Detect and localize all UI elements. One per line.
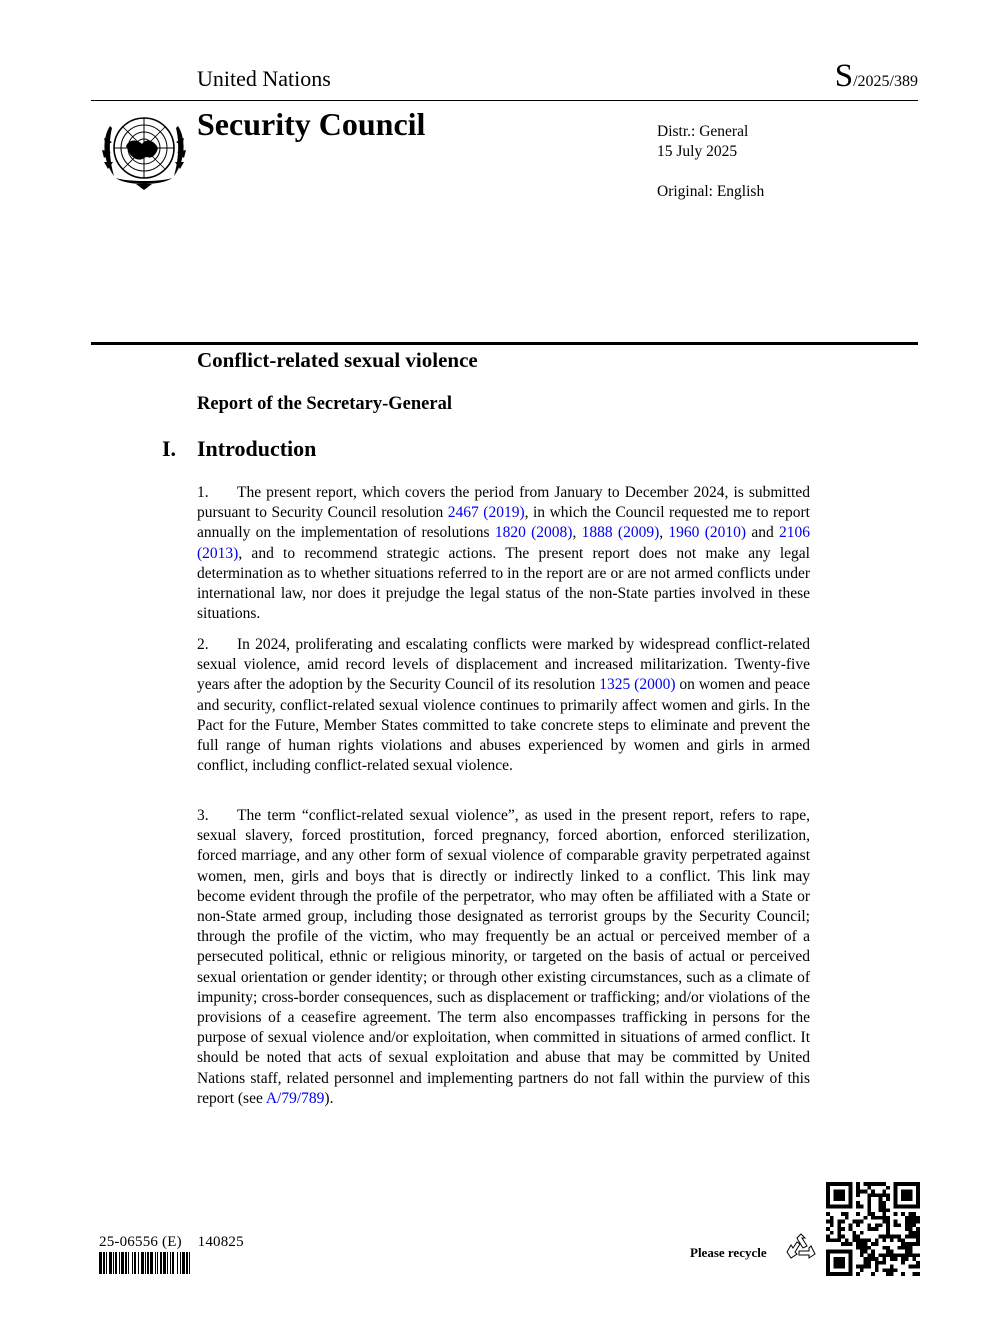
recycle-label: Please recycle [690, 1245, 767, 1260]
paragraph-text: and [746, 524, 780, 542]
issue-date: 15 July 2025 [657, 143, 738, 160]
header-rule [91, 100, 918, 101]
paragraph-number: 1. [197, 484, 209, 501]
section-heading [162, 436, 316, 462]
original-language: Original: English [657, 183, 765, 200]
paragraph-text: , and to recommend strategic actions. The present report does not make any legal determination as to whether situations referred to in the report are or are not armed conflicts under international law, nor does it prejudge the legal status of the non-State parties involved in these situations. [197, 544, 810, 623]
organization-name: United Nations [197, 66, 331, 91]
document-reference-link[interactable]: 1960 (2010) [668, 524, 747, 542]
paragraph-3 [197, 806, 810, 1109]
barcode-icon [99, 1252, 271, 1274]
organ-name: Security Council [197, 106, 426, 142]
paragraph-text: on women and peace and security, conflict-related sexual violence continues to primarily affect women and girls. In the Pact for the Future, Member States committed to take concrete steps to eliminate and prevent the full range of human rights violations and abuses experienced by women and girls in armed conflict, including conflict-related sexual violence. [197, 676, 811, 775]
paragraph-2 [197, 635, 810, 776]
document-subtitle: Report of the Secretary-General [197, 394, 452, 414]
paragraph-1 [197, 483, 810, 624]
document-symbol [835, 58, 918, 95]
title-rule [91, 342, 918, 345]
job-number [99, 1234, 244, 1251]
document-title: Conflict-related sexual violence [197, 348, 478, 372]
document-reference-link[interactable]: 2467 (2019) [447, 504, 525, 522]
distribution-block [657, 122, 764, 202]
paragraph-text: , [659, 524, 669, 542]
section-title: Introduction [197, 436, 317, 461]
document-reference-link[interactable]: 1820 (2008) [494, 524, 573, 542]
paragraph-number: 2. [197, 636, 209, 653]
paragraph-text: The present report, which covers the period from January to December 2024, is submitted pursuant to Security Council resolution [197, 484, 810, 522]
paragraph-number: 3. [197, 807, 209, 824]
qr-code-icon [826, 1182, 920, 1276]
paragraph-text: ). [324, 1089, 334, 1107]
paragraph-text: , in which the Council requested me to report annually on the implementation of resolutions [197, 504, 810, 542]
symbol-number: /2025/389 [853, 73, 918, 90]
paragraph-text: The term “conflict-related sexual violence”, as used in the present report, refers to rape, sexual slavery, forced prostitution, forced pregnancy, forced abortion, enforced sterilization, forced marriage, and any other form of sexual violence of comparable gravity perpetrated against women, men, girls and boys that is directly or indirectly linked to a conflict. This link may become evident through the profile of the perpetrator, who may often be affiliated with a State or non-State armed group, including those designated as terrorist groups by the Security Council; through the profile of the victim, who may frequently be an actual or perceived member of a persecuted political, ethnic or religious minority, or targeted on the basis of actual or perceived sexual orientation or gender identity; or through other existing circumstances, such as a climate of impunity; cross-border consequences, such as displacement or trafficking; and/or violations of the provisions of a ceasefire agreement. The term also encompasses trafficking in persons for the purpose of sexual violence and/or exploitation, when committed in situations of armed conflict. It should be noted that acts of sexual exploitation and abuse that may be committed by United Nations staff, related personnel and implementing partners do not fall within the purview of this report (see [197, 807, 810, 1107]
symbol-prefix: S [834, 58, 854, 94]
paragraph-text: , [572, 524, 582, 542]
job-date: 140825 [197, 1234, 244, 1250]
job-number-code: 25-06556 (E) [99, 1234, 182, 1250]
recycle-icon [785, 1232, 817, 1264]
distribution: Distr.: General [657, 123, 749, 140]
document-reference-link[interactable]: 1325 (2000) [599, 676, 676, 694]
section-number: I. [162, 436, 177, 461]
document-reference-link[interactable]: 1888 (2009) [581, 524, 660, 542]
document-reference-link[interactable]: A/79/789 [265, 1089, 325, 1107]
un-emblem-icon [96, 108, 192, 192]
document-reference-link[interactable]: 2106 (2013) [197, 524, 811, 562]
paragraph-text: In 2024, proliferating and escalating conflicts were marked by widespread conflict-related sexual violence, amid record levels of displacement and increased militarization. Twenty-five years after the adoption by the Security Council of its resolution [197, 636, 810, 694]
